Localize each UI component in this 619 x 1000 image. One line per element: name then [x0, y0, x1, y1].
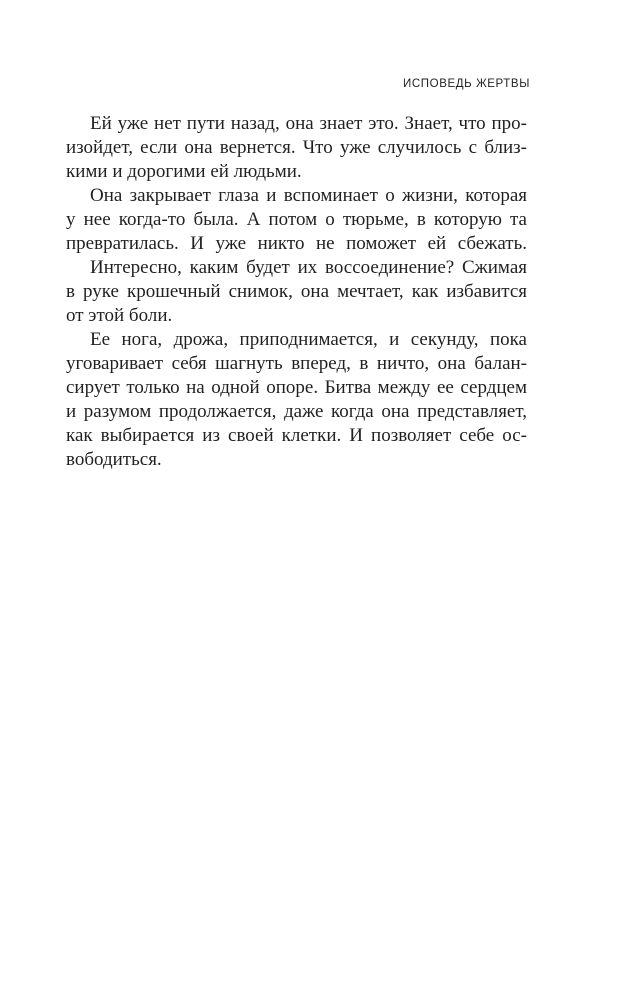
- text-line: Интересно, каким будет их воссоединение? Сжимая: [90, 257, 527, 278]
- text-line: кими и дорогими ей людьми.: [66, 161, 302, 182]
- text-line: Ее нога, дрожа, приподнимается, и секунду, пока: [90, 329, 527, 350]
- text-line: и разумом продолжается, даже когда она представляет,: [66, 401, 527, 422]
- text-line: уговаривает себя шагнуть вперед, в ничто, она балан-: [66, 353, 527, 374]
- text-line: изойдет, если она вернется. Что уже случилось с близ-: [66, 137, 527, 158]
- paragraph: [66, 328, 527, 472]
- text-line: Ей уже нет пути назад, она знает это. Знает, что про-: [90, 113, 527, 134]
- text-line: как выбирается из своей клетки. И позволяет себе ос-: [66, 425, 527, 446]
- text-line: сирует только на одной опоре. Битва между ее сердцем: [66, 377, 527, 398]
- text-line: вободиться.: [66, 449, 162, 470]
- paragraph: [66, 256, 527, 328]
- text-line: в руке крошечный снимок, она мечтает, как избавится: [66, 281, 527, 302]
- running-head: ИСПОВЕДЬ ЖЕРТВЫ: [403, 78, 530, 90]
- paragraph: [66, 184, 527, 256]
- body-text: [66, 112, 527, 472]
- paragraph: [66, 112, 527, 184]
- text-line: от этой боли.: [66, 305, 173, 326]
- text-line: у нее когда-то была. А потом о тюрьме, в которую та: [66, 209, 527, 230]
- text-line: Она закрывает глаза и вспоминает о жизни, которая: [90, 185, 527, 206]
- text-line: превратилась. И уже никто не поможет ей сбежать.: [66, 233, 527, 254]
